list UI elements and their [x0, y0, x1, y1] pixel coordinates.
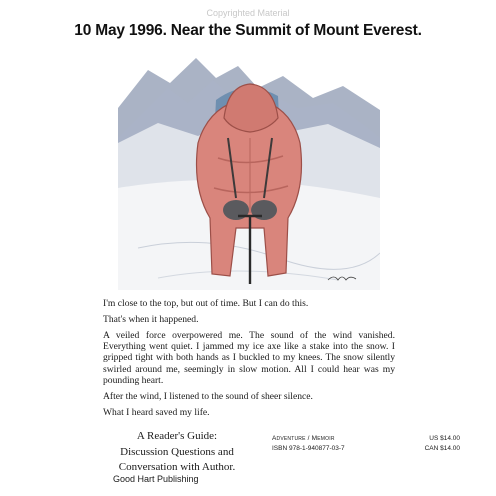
guide-line-1: A Reader's Guide:: [136, 430, 218, 442]
page-title: 10 May 1996. Near the Summit of Mount Everest.: [74, 22, 422, 39]
pricing-block: [272, 435, 472, 455]
can-price: CAN $14.00: [424, 445, 460, 452]
category-label: Adventure / Memoir: [272, 435, 335, 442]
paragraph-3: A veiled force overpowered me. The sound of the wind vanished. Everything went quiet. I jammed my ice axe like a stake into the snow. I gripped tight with both hands as I buckled to my knees. The snow silently swirled around me, seemingly in slow motion. All I could hear was my pounding heart.: [103, 329, 395, 387]
paragraph-4: After the wind, I listened to the sound of sheer silence.: [103, 391, 313, 403]
publisher-name: Good Hart Publishing: [113, 474, 199, 484]
readers-guide: [102, 429, 252, 476]
climber-illustration: [118, 48, 380, 290]
paragraph-1: I'm close to the top, but out of time. But I can do this.: [103, 298, 309, 309]
guide-line-3: Conversation with Author.: [118, 461, 236, 473]
us-price: US $14.00: [429, 435, 460, 442]
guide-line-2: Discussion Questions and: [120, 445, 234, 458]
paragraph-2: That's when it happened.: [103, 313, 199, 325]
copyright-watermark: Copyrighted Material: [206, 8, 290, 18]
isbn: ISBN 978-1-940877-03-7: [272, 445, 345, 452]
story-text: [103, 298, 395, 423]
paragraph-5: What I heard saved my life.: [103, 406, 210, 418]
